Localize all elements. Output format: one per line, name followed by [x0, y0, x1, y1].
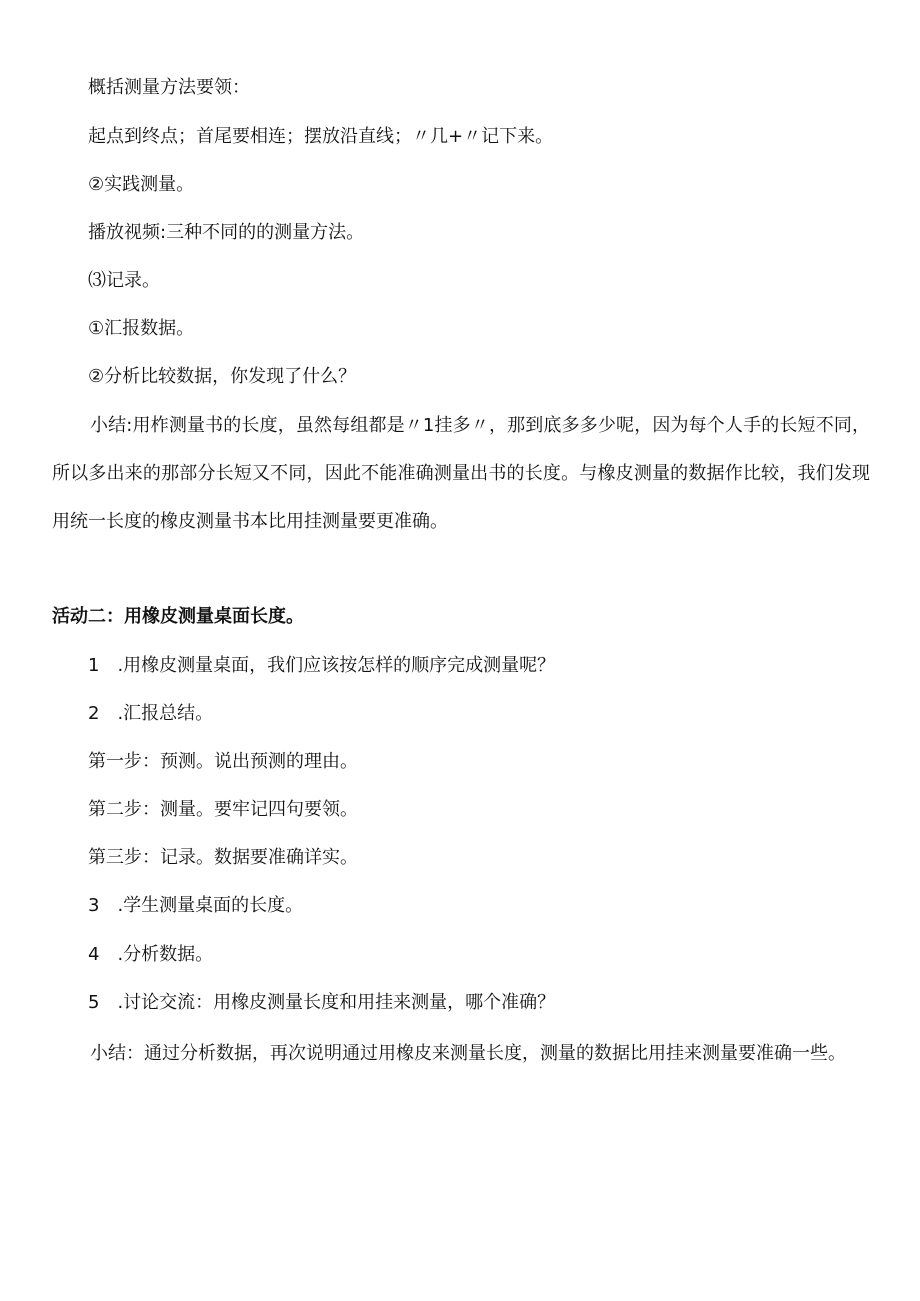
- analyze-data-step: ②分析比较数据，你发现了什么？: [88, 366, 357, 387]
- activity-two-heading: 活动二：用橡皮测量桌面长度。: [52, 606, 304, 627]
- list-item-4: 4 .分析数据。: [88, 944, 214, 965]
- video-note: 播放视频:三种不同的的测量方法。: [88, 222, 365, 243]
- step-one: 第一步：预测。说出预测的理由。: [88, 751, 358, 772]
- method-rules: 起点到终点；首尾要相连；摆放沿直线；〃几+〃记下来。: [88, 126, 554, 147]
- report-data-step: ①汇报数据。: [88, 318, 195, 339]
- step-three: 第三步：记录。数据要准确详实。: [88, 847, 358, 868]
- record-step: ⑶记录。: [88, 270, 160, 291]
- summary-paragraph-1: 小结:用柞测量书的长度，虽然每组都是〃1挂多〃，那到底多多少呢，因为每个人手的长短不同，所以多出来的那部分长短又不同，因此不能准确测量出书的长度。与橡皮测量的数据作比较，我们发现用统一长度的橡皮测量书本比用挂测量要更准确。: [52, 415, 870, 532]
- summary-paragraph-2: 小结：通过分析数据，再次说明通过用橡皮来测量长度，测量的数据比用挂来测量要准确一些。: [90, 1043, 846, 1064]
- method-summary-title: 概括测量方法要领：: [88, 77, 250, 98]
- step-two: 第二步：测量。要牢记四句要领。: [88, 799, 358, 820]
- list-item-3: 3 .学生测量桌面的长度。: [88, 895, 304, 916]
- practice-step: ②实践测量。: [88, 174, 195, 195]
- list-item-5: 5 .讨论交流：用橡皮测量长度和用挂来测量，哪个准确？: [88, 992, 556, 1013]
- list-item-1: 1 .用橡皮测量桌面，我们应该按怎样的顺序完成测量呢？: [88, 655, 556, 676]
- list-item-2: 2 .汇报总结。: [88, 703, 214, 724]
